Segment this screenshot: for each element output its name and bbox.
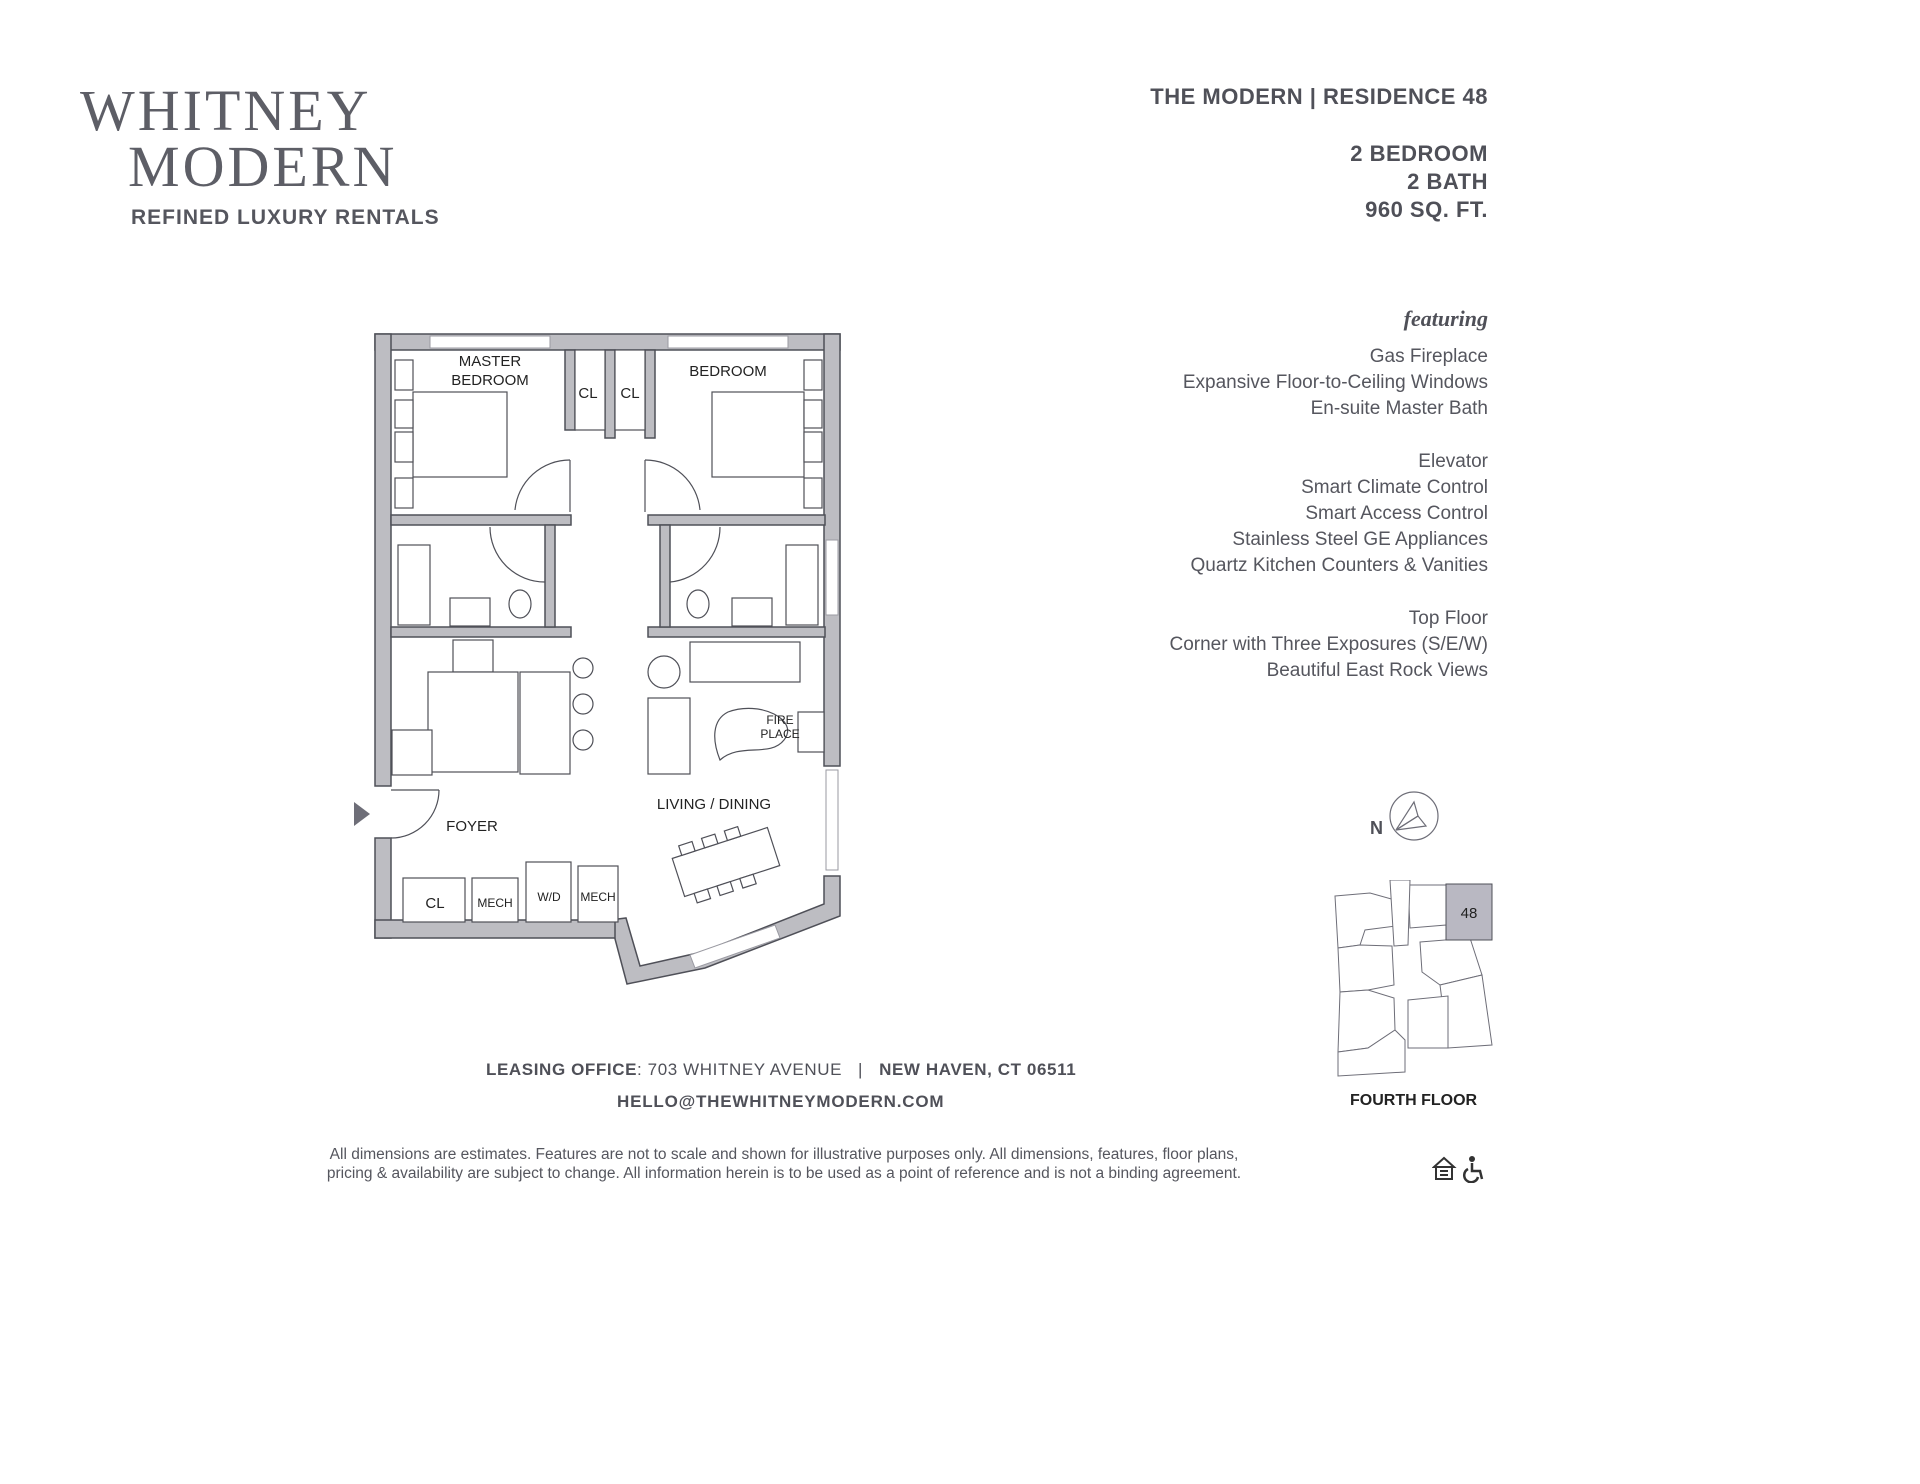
square-footage: 960 SQ. FT. bbox=[1365, 197, 1488, 222]
room-label: PLACE bbox=[760, 727, 800, 741]
key-plan bbox=[1330, 880, 1500, 1080]
unit-number: 48 bbox=[1460, 905, 1478, 922]
footer-icons bbox=[1432, 1155, 1488, 1183]
feature-item: Gas Fireplace bbox=[1369, 346, 1488, 367]
disclaimer bbox=[224, 1145, 1344, 1183]
disclaimer-line: All dimensions are estimates. Features are not to scale and shown for illustrative purposes only. All dimensions, features, floor plans, bbox=[329, 1146, 1239, 1163]
residence-specs bbox=[1350, 140, 1488, 224]
compass-label: N bbox=[1370, 818, 1383, 838]
brand-name-line2: MODERN bbox=[128, 134, 398, 199]
features-list bbox=[1169, 344, 1488, 710]
feature-item: Expansive Floor-to-Ceiling Windows bbox=[1182, 372, 1488, 394]
brand-tagline: REFINED LUXURY RENTALS bbox=[131, 206, 440, 229]
bedroom-count: 2 BEDROOM bbox=[1350, 141, 1488, 166]
features-heading: featuring bbox=[1403, 306, 1488, 331]
room-label: CL bbox=[578, 385, 598, 402]
residence-title: THE MODERN | RESIDENCE 48 bbox=[1150, 84, 1488, 109]
floor-label: FOURTH FLOOR bbox=[1350, 1092, 1478, 1109]
entry-arrow-icon bbox=[354, 802, 370, 826]
contact-email[interactable]: HELLO@THEWHITNEYMODERN.COM bbox=[617, 1092, 945, 1111]
room-label: MECH bbox=[580, 890, 616, 904]
room-label: MECH bbox=[477, 896, 513, 910]
leasing-office-line bbox=[486, 1060, 1076, 1080]
feature-item: Stainless Steel GE Appliances bbox=[1232, 529, 1488, 551]
room-label: LIVING / DINING bbox=[656, 796, 772, 813]
compass-icon bbox=[1368, 790, 1448, 850]
equal-housing-icon bbox=[1434, 1158, 1454, 1179]
room-label: CL bbox=[620, 385, 640, 402]
feature-item: Smart Access Control bbox=[1305, 503, 1488, 525]
room-label: FIRE bbox=[766, 713, 794, 727]
feature-item: Quartz Kitchen Counters & Vanities bbox=[1190, 555, 1488, 577]
office-address: : 703 WHITNEY AVENUE bbox=[637, 1060, 843, 1079]
bath-count: 2 BATH bbox=[1407, 169, 1488, 194]
feature-item: Top Floor bbox=[1408, 607, 1488, 629]
room-label: BEDROOM bbox=[689, 363, 767, 380]
room-label: W/D bbox=[537, 890, 561, 904]
feature-item: Smart Climate Control bbox=[1301, 476, 1488, 498]
room-label: MASTER bbox=[458, 353, 522, 370]
room-label: CL bbox=[425, 895, 445, 912]
disclaimer-line: pricing & availability are subject to change. All information herein is to be used as a point of reference and is not a binding agreement. bbox=[326, 1165, 1242, 1182]
feature-item: En-suite Master Bath bbox=[1310, 398, 1488, 420]
feature-group bbox=[1169, 606, 1488, 685]
room-label: FOYER bbox=[446, 818, 498, 835]
feature-item: Corner with Three Exposures (S/E/W) bbox=[1169, 633, 1488, 655]
brand-name-line1: WHITNEY bbox=[80, 78, 372, 143]
feature-item: Beautiful East Rock Views bbox=[1266, 660, 1488, 682]
floor-plan bbox=[340, 320, 860, 1000]
accessibility-icon bbox=[1464, 1156, 1482, 1182]
office-city: NEW HAVEN, CT 06511 bbox=[879, 1060, 1077, 1079]
feature-group bbox=[1169, 344, 1488, 423]
feature-item: Elevator bbox=[1418, 450, 1488, 472]
separator: | bbox=[858, 1060, 864, 1079]
feature-group bbox=[1169, 449, 1488, 580]
office-label: LEASING OFFICE bbox=[486, 1060, 638, 1079]
room-label: BEDROOM bbox=[451, 372, 529, 389]
